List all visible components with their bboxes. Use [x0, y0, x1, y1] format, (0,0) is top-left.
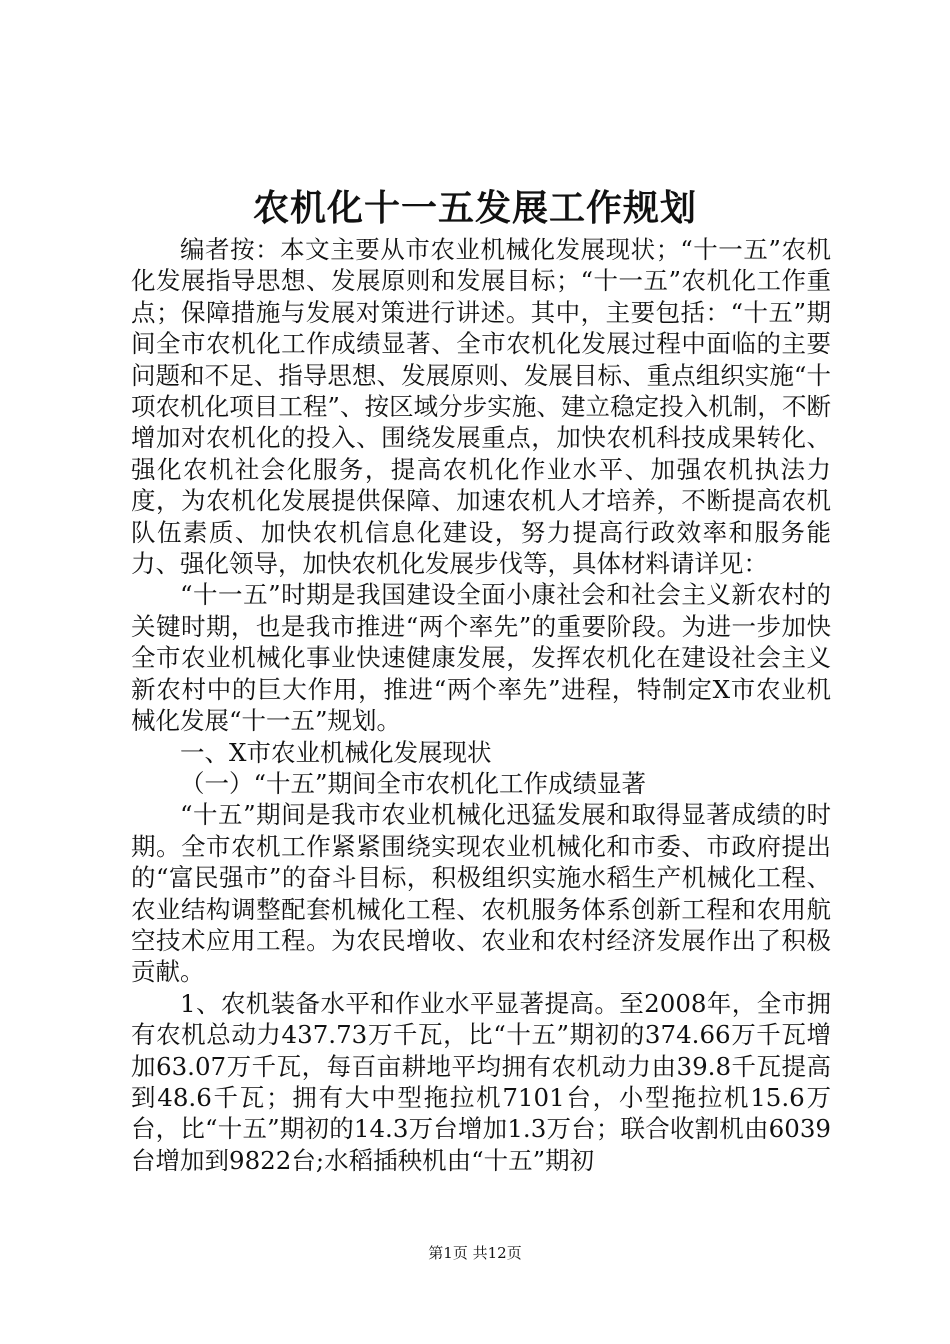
- document-body: [131, 234, 831, 1176]
- paragraph-editor-note: 编者按：本文主要从市农业机械化发展现状；“十一五”农机化发展指导思想、发展原则和发展目标；“十一五”农机化工作重点；保障措施与发展对策进行讲述。其中，主要包括：“十五”期间全市农机化工作成绩显著、全市农机化发展过程中面临的主要问题和不足、指导思想、发展原则、发展目标、重点组织实施“十项农机化项目工程”、按区域分步实施、建立稳定投入机制，不断增加对农机化的投入、围绕发展重点，加快农机科技成果转化、强化农机社会化服务，提高农机化作业水平、加强农机执法力度，为农机化发展提供保障、加速农机人才培养，不断提高农机队伍素质、加快农机信息化建设，努力提高行政效率和服务能力、强化领导，加快农机化发展步伐等，具体材料请详见：: [131, 235, 831, 579]
- paragraph-intro: “十一五”时期是我国建设全面小康社会和社会主义新农村的关键时期，也是我市推进“两个率先”的重要阶段。为进一步加快全市农业机械化事业快速健康发展，发挥农机化在建设社会主义新农村中的巨大作用，推进“两个率先”进程，特制定X市农业机械化发展“十一五”规划。: [131, 580, 831, 736]
- document-title: 农机化十一五发展工作规划: [252, 187, 697, 229]
- page-number-footer: 第1页 共12页: [428, 1244, 522, 1262]
- paragraph-achievements: “十五”期间是我市农业机械化迅猛发展和取得显著成绩的时期。全市农机工作紧紧围绕实现农业机械化和市委、市政府提出的“富民强市”的奋斗目标，积极组织实施水稻生产机械化工程、农业结构调整配套机械化工程、农机服务体系创新工程和农用航空技术应用工程。为农民增收、农业和农村经济发展作出了积极贡献。: [131, 800, 831, 987]
- subsection-heading-1: （一）“十五”期间全市农机化工作成绩显著: [180, 768, 647, 798]
- paragraph-item-1: 1、农机装备水平和作业水平显著提高。至2008年，全市拥有农机总动力437.73万千瓦，比“十五”期初的374.66万千瓦增加63.07万千瓦，每百亩耕地平均拥有农机动力由39.8千瓦提高到48.6千瓦；拥有大中型拖拉机7101台，小型拖拉机15.6万台，比“十五”期初的14.3万台增加1.3万台；联合收割机由6039台增加到9822台;水稻插秧机由“十五”期初: [131, 988, 831, 1175]
- section-heading-1: 一、X市农业机械化发展现状: [180, 737, 492, 767]
